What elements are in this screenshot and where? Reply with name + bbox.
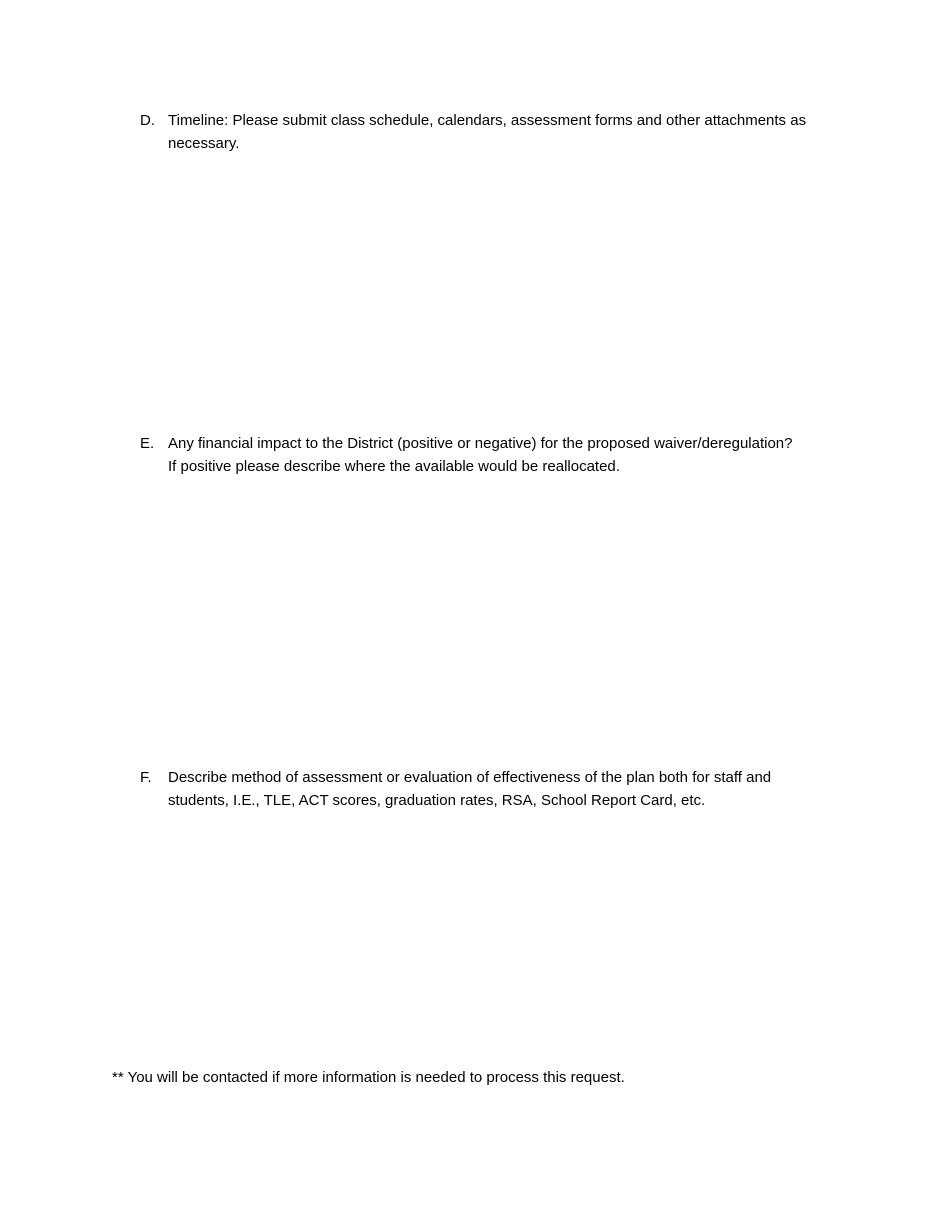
question-item-d (140, 110, 840, 155)
item-text: Any financial impact to the District (positive or negative) for the proposed waiver/deregulation? If positive please describe where the available would be reallocated. (168, 435, 793, 475)
item-letter: F. (140, 769, 152, 786)
item-letter: E. (140, 435, 155, 452)
question-item-f (140, 767, 840, 812)
item-letter: D. (140, 112, 155, 129)
item-text: Timeline: Please submit class schedule, calendars, assessment forms and other attachments as necessary. (168, 112, 807, 152)
footnote: ** You will be contacted if more information is needed to process this request. (112, 1069, 625, 1086)
question-item-e (140, 433, 840, 478)
item-text: Describe method of assessment or evaluation of effectiveness of the plan both for staff and students, I.E., TLE, ACT scores, graduation rates, RSA, School Report Card, etc. (168, 769, 772, 809)
